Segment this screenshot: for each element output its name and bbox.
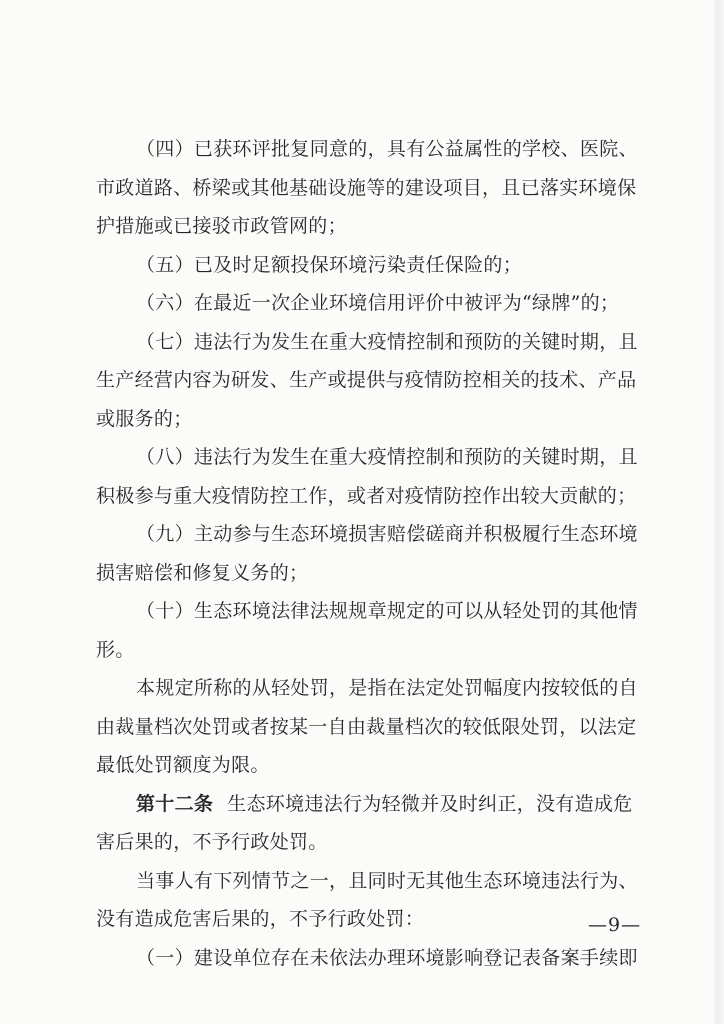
paragraph-line: 市政道路、桥梁或其他基础设施等的建设项目，且已落实环境保: [96, 176, 637, 199]
paragraph-first-line: 本规定所称的从轻处罚，是指在法定处罚幅度内按较低的自: [136, 677, 638, 699]
paragraph-line: 生产经营内容为研发、生产或提供与疫情防控相关的技术、产品: [96, 369, 637, 391]
article-number: 第十二条: [136, 792, 214, 815]
paragraph-first-line: （九）主动参与生态环境损害赔偿磋商并积极履行生态环境: [136, 523, 638, 545]
paragraph-line: 最低处罚额度为限。: [96, 754, 270, 776]
article-text: 生态环境违法行为轻微并及时纠正，没有造成危: [227, 792, 633, 815]
article-heading-line: [96, 785, 656, 824]
paragraph-first-line: 当事人有下列情节之一，且同时无其他生态环境违法行为、: [136, 869, 638, 892]
paragraph-line: 护措施或已接驳市政管网的；: [96, 215, 347, 237]
paragraph-line: 由裁量档次处罚或者按某一自由裁量档次的较低限处罚，以法定: [96, 715, 637, 738]
paragraph-line: 损害赔偿和修复义务的；: [96, 561, 309, 584]
paragraph-line: 积极参与重大疫情防控工作，或者对疫情防控作出较大贡献的；: [96, 484, 637, 507]
paragraph-line: 害后果的，不予行政处罚。: [96, 831, 328, 853]
paragraph-line: 或服务的；: [96, 407, 193, 430]
paragraph-line: 形。: [96, 638, 135, 661]
paragraph-first-line: （六）在最近一次企业环境信用评价中被评为“绿牌”的；: [136, 292, 620, 314]
paragraph-first-line: （五）已及时足额投保环境污染责任保险的；: [136, 253, 523, 276]
paragraph-first-line: （八）违法行为发生在重大疫情控制和预防的关键时期，且: [136, 446, 638, 468]
page-edge: [712, 0, 724, 1024]
paragraph-first-line: （七）违法行为发生在重大疫情控制和预防的关键时期，且: [136, 330, 638, 353]
paragraph-first-line: （一）建设单位存在未依法办理环境影响登记表备案手续即: [136, 946, 638, 969]
paragraph-first-line: （十）生态环境法律法规规章规定的可以从轻处罚的其他情: [136, 600, 638, 622]
document-body: [96, 130, 656, 977]
page-number: —9—: [588, 914, 642, 936]
paragraph-line: 没有造成危害后果的，不予行政处罚：: [96, 908, 425, 930]
paragraph-first-line: （四）已获环评批复同意的，具有公益属性的学校、医院、: [136, 138, 638, 160]
